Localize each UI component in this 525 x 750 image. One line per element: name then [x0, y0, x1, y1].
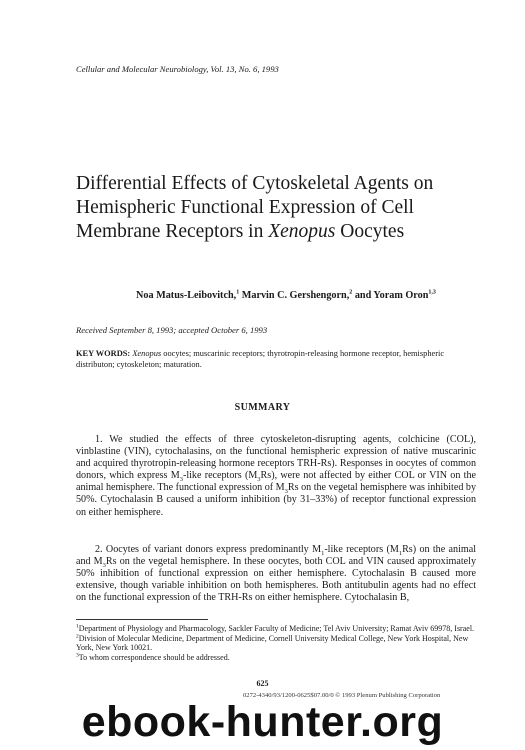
footnote-2: [76, 634, 476, 653]
subscript: 3: [284, 488, 288, 496]
footnote-1: [76, 624, 476, 634]
footnote-text: To whom correspondence should be addressed.: [78, 652, 230, 662]
footnote-mark: 3: [76, 651, 79, 658]
watermark: ebook-hunter.org: [81, 698, 444, 746]
author-name: Marvin C. Gershengorn,: [239, 290, 350, 301]
footnote-divider: [76, 619, 208, 620]
subscript: 3: [257, 476, 261, 484]
keywords-italic-term: Xenopus: [132, 349, 162, 358]
footnote-text: Division of Molecular Medicine, Department of Medicine, Cornell University Medical College, New York Hospital, New York, New York 10021.: [76, 633, 469, 652]
footnote-text: Department of Physiology and Pharmacology, Sackler Faculty of Medicine; Tel Aviv University; Ramat Aviv 69978, Israel.: [78, 624, 475, 633]
author-name: and Yoram Oron: [352, 290, 429, 301]
subscript: 3: [179, 476, 183, 484]
keywords-text: oocytes; muscarinic receptors; thyrotropin-releasing hormone receptor, hemispheric distributon; cytoskeleton; maturation.: [76, 349, 445, 369]
author-affiliation-mark: 1,3: [428, 289, 436, 296]
subscript: 1: [398, 550, 403, 558]
para-text: Rs on the vegetal hemisphere was inhibited by 50%. Cytochalasin B caused a uniform inhibition (by 31–33%) of receptor functional expression on either hemisphere.: [76, 482, 477, 518]
summary-heading: SUMMARY: [234, 402, 291, 413]
author-affiliation-mark: 2: [349, 289, 353, 296]
journal-citation: Cellular and Molecular Neurobiology, Vol. 13, No. 6, 1993: [76, 64, 279, 74]
footnotes: [76, 624, 476, 662]
footnote-3: [76, 653, 476, 663]
subscript: 1: [321, 550, 325, 558]
para-text: Rs on the vegetal hemisphere. In these oocytes, both COL and VIN caused approximately 50% inhibition of functional expression on either hemisphere. Cytochalasin B caused more extensive, though variable inhibition on both hemispheres. Both antitubulin agents had no effect on the functional expression of the TRH-Rs on either hemisphere. Cytochalasin B,: [76, 556, 476, 604]
author-affiliation-mark: 1: [236, 289, 240, 296]
article-title: [76, 172, 476, 244]
para-text: -like receptors (M: [324, 544, 399, 555]
title-text-part1: Differential Effects of Cytoskeletal Agents on Hemispheric Functional Expression of Cell Membrane Receptors in: [76, 173, 434, 242]
para-text: 2. Oocytes of variant donors express predominantly M: [95, 544, 322, 555]
para-text: -like receptors (M: [182, 470, 258, 482]
received-dates: Received September 8, 1993; accepted October 6, 1993: [76, 325, 268, 335]
page-number: 625: [256, 679, 269, 688]
para-text: 1. We studied the effects of three cytoskeleton-disrupting agents, colchicine (COL), vinblastine (VIN), cytochalasins, on the functional hemispheric expression of native muscarinic and acquired thyrotropin-releasing hormone receptors TRH-Rs). Responses in oocytes of common donors, which express M: [76, 434, 476, 482]
copyright-line: 0272-4340/93/1200-0625$07.00/0 © 1993 Plenum Publishing Corporation: [243, 692, 441, 699]
title-text-part2: Oocytes: [335, 221, 405, 242]
para-text: Rs), were not affected by either COL or VIN on the animal hemisphere. The functional expression of M: [76, 470, 476, 494]
title-italic-genus: Xenopus: [268, 221, 336, 242]
author-list: [136, 290, 476, 303]
summary-paragraph-1: [76, 434, 476, 519]
keywords: [76, 349, 476, 370]
footnote-mark: 2: [76, 632, 79, 639]
summary-paragraph-2: [76, 544, 476, 604]
author-name: Noa Matus-Leibovitch,: [136, 290, 237, 301]
keywords-label: KEY WORDS:: [76, 349, 131, 358]
footnote-mark: 1: [76, 623, 79, 630]
para-text: Rs) on the animal and M: [76, 544, 477, 568]
subscript: 3: [102, 562, 106, 570]
